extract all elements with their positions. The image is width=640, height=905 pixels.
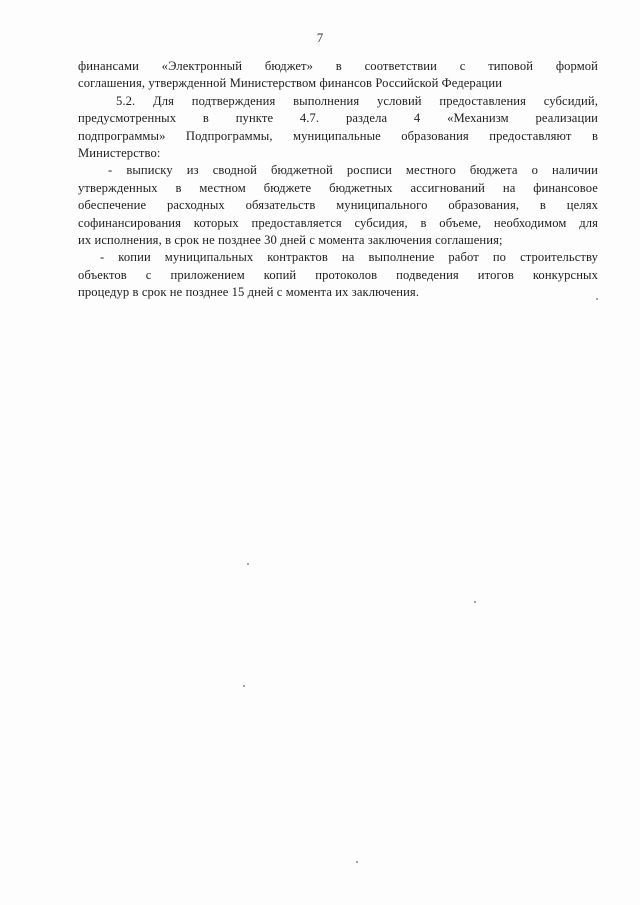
scan-speck — [474, 601, 476, 603]
page-number: 7 — [316, 30, 324, 45]
text-line: их исполнения, в срок не позднее 30 дней с момента заключения соглашения; — [78, 232, 503, 247]
paragraph-continuation — [78, 58, 598, 93]
scan-speck — [356, 861, 358, 863]
text-line: соглашения, утвержденной Министерством финансов Российской Федерации — [78, 76, 503, 91]
text-line: объектов с приложением копий протоколов подведения итогов конкурсных — [78, 267, 598, 282]
text-line: обеспечение расходных обязательств муниципального образования, в целях — [78, 198, 598, 213]
text-line: финансами «Электронный бюджет» в соответствии с типовой формой — [78, 59, 598, 73]
text-line: подпрограммы» Подпрограммы, муниципальные образования предоставляют в — [78, 128, 598, 143]
text-line: - копии муниципальных контрактов на выполнение работ по строительству — [100, 250, 598, 265]
scan-speck — [596, 298, 598, 300]
list-item-budget-extract — [78, 162, 598, 249]
text-line: утвержденных в местном бюджете бюджетных ассигнований на финансовое — [78, 180, 598, 195]
text-line: предусмотренных в пункте 4.7. раздела 4 «Механизм реализации — [78, 111, 598, 126]
text-line: Министерство: — [78, 145, 161, 160]
text-line: - выписку из сводной бюджетной росписи местного бюджета о наличии — [108, 163, 598, 178]
text-line: 5.2. Для подтверждения выполнения условий предоставления субсидий, — [116, 93, 598, 108]
document-body — [78, 58, 598, 301]
text-line: софинансирования которых предоставляется субсидия, в объеме, необходимом для — [78, 215, 598, 230]
scan-speck — [247, 563, 249, 565]
paragraph-5-2 — [78, 93, 598, 163]
text-line: процедур в срок не позднее 15 дней с момента их заключения. — [78, 285, 420, 300]
list-item-contract-copies — [78, 249, 598, 301]
scan-speck — [243, 685, 245, 687]
